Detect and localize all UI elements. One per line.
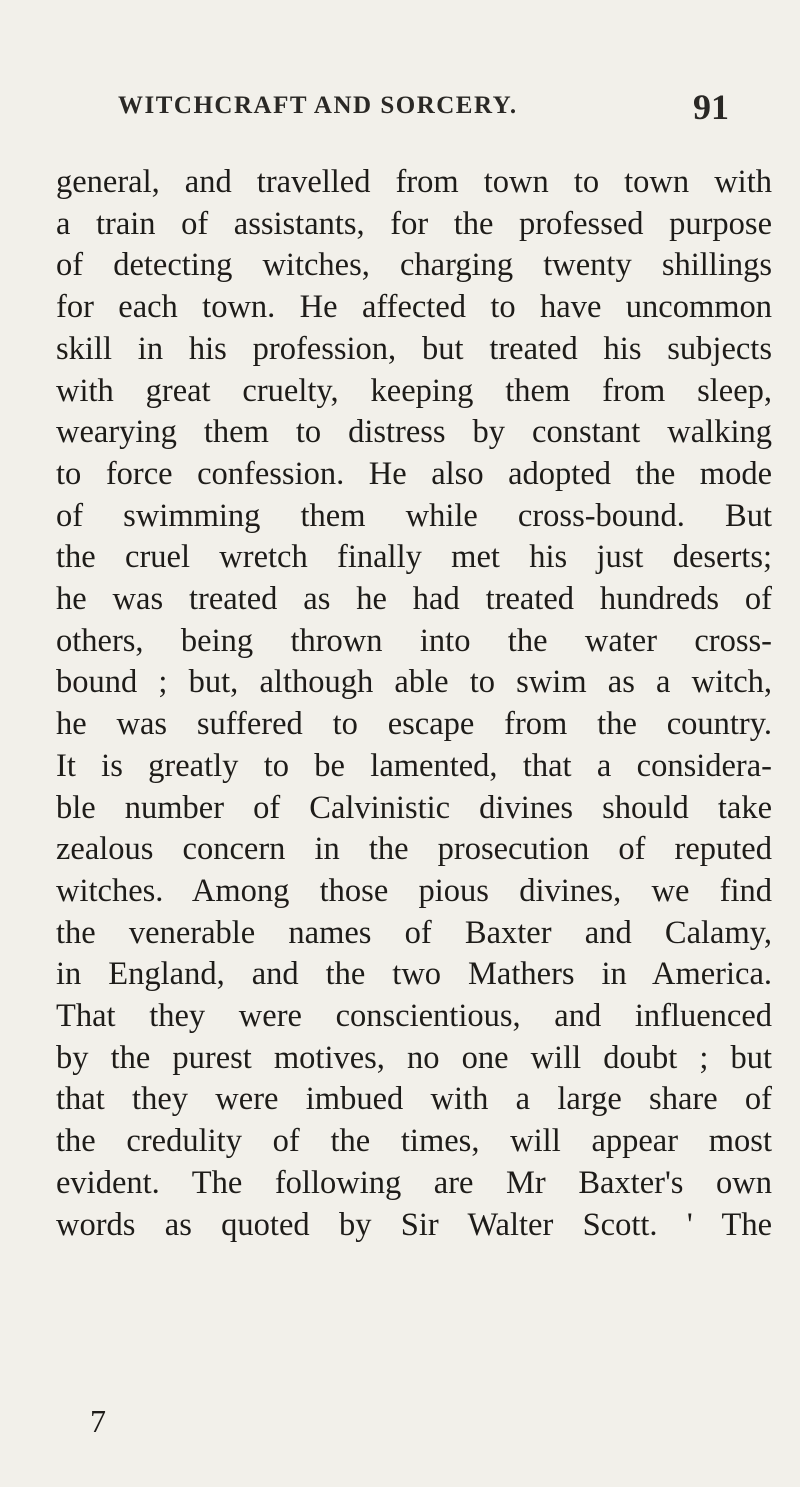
text-line: bound ; but, although able to swim as a witch,: [56, 664, 772, 701]
text-line: of detecting witches, charging twenty shillings: [56, 247, 772, 284]
text-line: That they were conscientious, and influenced: [56, 998, 772, 1035]
text-line: words as quoted by Sir Walter Scott. ' The: [56, 1206, 772, 1243]
page-number: 91: [693, 87, 729, 127]
text-line: to force confession. He also adopted the mode: [56, 455, 772, 492]
signature-mark: 7: [90, 1403, 106, 1439]
text-line: ble number of Calvinistic divines should take: [56, 789, 772, 826]
text-line: It is greatly to be lamented, that a considera-: [56, 747, 772, 784]
text-line: of swimming them while cross-bound. But: [56, 497, 772, 534]
text-line: witches. Among those pious divines, we find: [56, 872, 772, 909]
text-line: he was treated as he had treated hundreds of: [56, 581, 772, 618]
text-line: zealous concern in the prosecution of reputed: [56, 831, 772, 868]
text-line: the credulity of the times, will appear most: [56, 1123, 772, 1160]
text-line: for each town. He affected to have uncommon: [56, 289, 772, 326]
text-line: wearying them to distress by constant walking: [56, 414, 772, 451]
text-line: the cruel wretch finally met his just deserts;: [56, 539, 772, 576]
body-text: [56, 162, 772, 1246]
running-head: [0, 87, 800, 132]
text-line: by the purest motives, no one will doubt ; but: [56, 1039, 772, 1076]
text-line: with great cruelty, keeping them from sleep,: [56, 372, 772, 409]
text-line: skill in his profession, but treated his subjects: [56, 330, 772, 367]
running-head-title: WITCHCRAFT AND SORCERY.: [118, 92, 518, 119]
text-line: evident. The following are Mr Baxter's own: [56, 1164, 772, 1201]
text-line: a train of assistants, for the professed purpose: [56, 205, 772, 242]
text-line: in England, and the two Mathers in America.: [56, 956, 772, 993]
text-line: he was suffered to escape from the country.: [56, 706, 772, 743]
text-line: general, and travelled from town to town with: [56, 164, 772, 200]
text-line: that they were imbued with a large share of: [56, 1081, 772, 1118]
text-line: others, being thrown into the water cross-: [56, 622, 772, 659]
text-line: the venerable names of Baxter and Calamy,: [56, 914, 772, 951]
